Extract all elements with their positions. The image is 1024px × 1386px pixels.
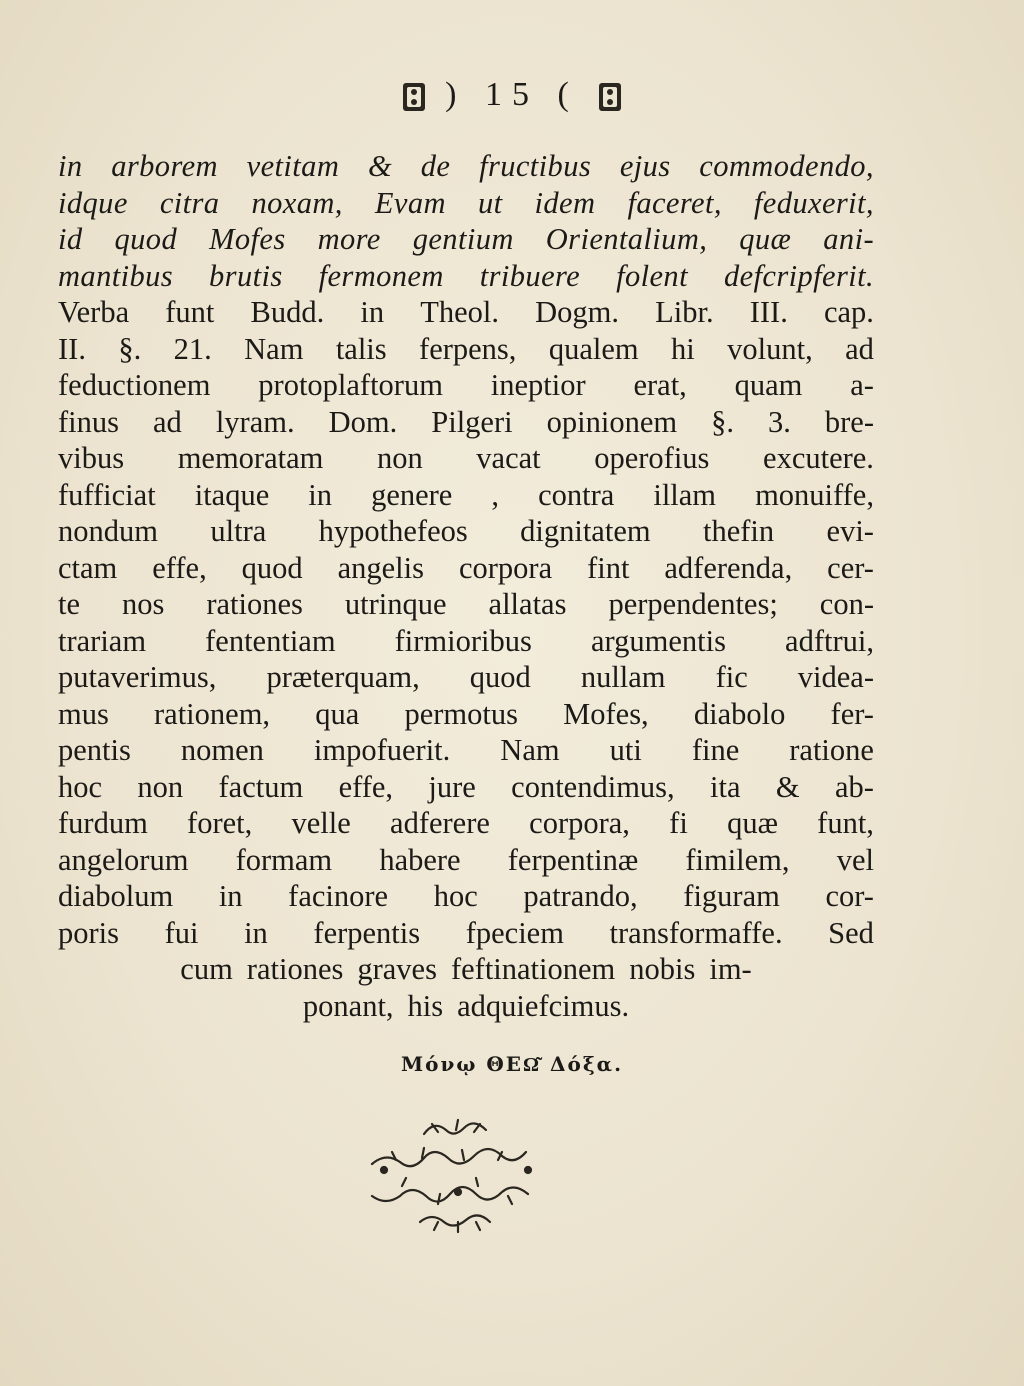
text-line [58, 769, 874, 806]
word: contendimus, [511, 769, 675, 804]
word: Dom. [328, 404, 398, 439]
text-line [58, 477, 874, 514]
word: 21. [173, 331, 212, 366]
word: non [376, 441, 423, 475]
word: lyram. [215, 404, 295, 439]
word: hi [671, 331, 695, 366]
word: adftrui, [785, 623, 874, 658]
word: §. [118, 331, 142, 366]
word: fufficiat [58, 477, 156, 512]
word: trariam [58, 623, 147, 658]
word: talis [335, 331, 387, 366]
fleuron-icon [597, 80, 623, 114]
word: cor- [825, 879, 874, 913]
text-line [58, 805, 874, 842]
word: gentium [412, 222, 514, 256]
text-line [58, 732, 874, 769]
word: transformaffe. [609, 915, 783, 950]
word: velle [291, 806, 351, 840]
word: de [420, 149, 451, 183]
header-right-bracket: ( [557, 76, 579, 113]
word: corpora [458, 550, 553, 585]
word: ita [710, 769, 741, 804]
word: rationes [246, 952, 344, 986]
word: his [407, 988, 444, 1023]
word: finus [58, 404, 119, 439]
word: ferpentinæ [507, 842, 639, 877]
word: Libr. [655, 295, 714, 329]
word: utrinque [344, 587, 447, 621]
word: 3. [768, 404, 791, 439]
word: memoratam [177, 441, 324, 475]
word: fui [164, 915, 199, 950]
word: vibus [58, 441, 125, 475]
word: quod [241, 550, 303, 585]
word: commodendo, [699, 149, 874, 183]
word: corpora, [529, 806, 630, 840]
text-line [58, 988, 874, 1025]
word: & [367, 149, 393, 183]
doxology-motto: Μόνῳ ΘΕΩ͂ Δόξα. [400, 1052, 624, 1076]
word: Mofes, [563, 696, 649, 731]
body-text [58, 148, 874, 1024]
word: qualem [548, 331, 639, 366]
word: arborem [111, 149, 218, 183]
word: dignitatem [520, 514, 651, 548]
word: figuram [683, 879, 780, 913]
word: angelis [337, 550, 425, 585]
word: ferpens, [419, 331, 517, 366]
text-line [58, 550, 874, 587]
word: rationem, [154, 696, 271, 731]
word: formam [235, 842, 333, 877]
text-line [58, 586, 874, 623]
word: factum [218, 769, 304, 804]
text-line [58, 294, 874, 331]
text-line [58, 659, 874, 696]
word: argumentis [590, 623, 726, 658]
word: quæ [739, 222, 792, 256]
word: quod [114, 222, 178, 256]
word: nondum [58, 514, 158, 548]
word: quod [469, 660, 531, 694]
word: id [58, 222, 83, 256]
word: brutis [209, 258, 283, 293]
word: cap. [823, 295, 874, 329]
text-line [58, 367, 874, 404]
word: fer- [830, 696, 874, 731]
word: thefin [702, 514, 775, 548]
word: videa- [797, 660, 874, 694]
word: angelorum [58, 842, 189, 877]
word: noxam, [251, 185, 343, 220]
word: fructibus [479, 149, 592, 183]
word: feduxerit, [753, 185, 874, 220]
word: adquiefcimus. [457, 988, 630, 1023]
word: nos [122, 587, 165, 621]
word: faceret, [627, 185, 722, 220]
word: feftinationem [450, 952, 616, 986]
word: evi- [826, 514, 874, 548]
word: funt, [817, 806, 874, 840]
word: nullam [580, 660, 666, 694]
word: ad [153, 404, 182, 439]
word: hoc [58, 769, 103, 804]
word: , [491, 477, 500, 512]
word: Nam [244, 331, 304, 366]
word: Verba [58, 295, 130, 329]
word: firmioribus [394, 623, 532, 658]
word: ineptior [490, 368, 586, 402]
word: Pilgeri [431, 404, 513, 439]
word: effe, [338, 769, 394, 804]
text-line [58, 258, 874, 295]
word: fermonem [318, 258, 444, 293]
text-line [58, 148, 874, 185]
page-number: 15 [485, 76, 539, 113]
word: patrando, [523, 879, 638, 913]
word: adferere [390, 806, 490, 840]
word: im- [709, 952, 752, 986]
word: folent [616, 258, 688, 293]
word: impofuerit. [313, 733, 451, 767]
word: fine [691, 733, 740, 767]
word: furdum [58, 806, 148, 840]
word: II. [58, 331, 86, 366]
header-left-bracket: ) [445, 76, 467, 113]
word: rationes [206, 587, 303, 621]
word: ratione [789, 733, 874, 767]
word: nobis [629, 952, 696, 986]
word: idem [534, 185, 596, 220]
word: quam [734, 368, 803, 402]
text-line [58, 878, 874, 915]
word: perpendentes; [608, 587, 778, 621]
text-line [58, 221, 874, 258]
word: idque [58, 185, 128, 220]
word: Nam [500, 733, 560, 767]
word: ponant, [302, 988, 394, 1023]
text-line [58, 185, 874, 222]
word: vel [836, 842, 874, 877]
word: Theol. [420, 295, 500, 329]
word: cum [180, 952, 233, 986]
word: Mofes [209, 222, 286, 256]
word: in [218, 879, 243, 913]
word: fpeciem [465, 915, 564, 950]
text-line [58, 623, 874, 660]
word: nomen [180, 733, 264, 767]
word: mus [58, 696, 109, 731]
fleuron-icon [401, 80, 427, 114]
word: fententiam [205, 623, 336, 658]
word: te [58, 587, 81, 621]
text-line [58, 404, 874, 441]
word: ab- [834, 769, 874, 804]
word: & [775, 769, 800, 804]
word: Sed [828, 915, 874, 950]
word: vacat [476, 441, 541, 475]
word: præterquam, [266, 660, 420, 694]
word: ut [477, 185, 503, 220]
word: illam [653, 477, 717, 512]
word: contra [538, 477, 615, 512]
word: tribuere [479, 258, 581, 293]
word: Budd. [250, 295, 325, 329]
page-header [0, 76, 1024, 114]
word: in [360, 295, 385, 329]
word: feductionem [58, 368, 211, 402]
floral-vignette-icon [362, 1112, 552, 1236]
word: uti [609, 733, 642, 767]
word: hoc [433, 879, 478, 913]
word: ctam [58, 550, 118, 585]
word: poris [58, 915, 119, 950]
word: defcripferit. [723, 258, 874, 293]
word: in [308, 477, 333, 512]
word: monuiffe, [755, 477, 874, 512]
word: operofius [594, 441, 710, 475]
word: adferenda, [664, 550, 793, 585]
word: funt [165, 295, 215, 329]
word: §. [711, 404, 734, 439]
word: citra [159, 185, 220, 220]
text-line [58, 331, 874, 368]
word: erat, [633, 368, 687, 402]
word: opinionem [546, 404, 678, 439]
text-line [58, 696, 874, 733]
word: graves [357, 952, 437, 986]
word: mantibus [58, 258, 174, 293]
word: excutere. [763, 441, 874, 475]
word: Dogm. [535, 295, 620, 329]
word: habere [379, 842, 461, 877]
word: putaverimus, [58, 660, 217, 694]
word: volunt, [727, 331, 813, 366]
word: fic [715, 660, 748, 694]
word: a- [850, 368, 874, 402]
word: more [317, 222, 381, 256]
word: permotus [404, 696, 518, 731]
word: con- [819, 587, 874, 621]
word: ultra [210, 514, 267, 548]
text-line [58, 513, 874, 550]
word: bre- [824, 404, 874, 439]
word: cer- [827, 550, 874, 585]
word: qua [315, 696, 360, 731]
word: facinore [288, 879, 389, 913]
word: III. [749, 295, 788, 329]
word: diabolo [693, 696, 786, 731]
word: Evam [374, 185, 446, 220]
word: allatas [488, 587, 567, 621]
word: pentis [58, 733, 131, 767]
word: vetitam [246, 149, 340, 183]
word: foret, [187, 806, 253, 840]
text-line [58, 915, 874, 952]
text-line [58, 842, 874, 879]
word: fint [587, 550, 630, 585]
word: jure [428, 769, 476, 804]
word: quæ [727, 806, 778, 840]
word: fi [669, 806, 688, 840]
word: protoplaftorum [258, 368, 443, 402]
word: hypothefeos [318, 514, 468, 548]
word: ferpentis [313, 915, 421, 950]
word: ejus [619, 149, 671, 183]
word: in [244, 915, 268, 950]
word: ani- [823, 222, 874, 256]
word: Orientalium, [545, 222, 708, 256]
word: genere [371, 477, 453, 512]
word: non [137, 769, 184, 804]
word: ad [845, 331, 874, 366]
word: itaque [194, 477, 270, 512]
text-line [58, 440, 874, 477]
word: diabolum [58, 879, 174, 913]
word: effe, [152, 550, 207, 585]
word: fimilem, [685, 842, 790, 877]
text-line [58, 951, 874, 988]
word: in [58, 149, 83, 183]
